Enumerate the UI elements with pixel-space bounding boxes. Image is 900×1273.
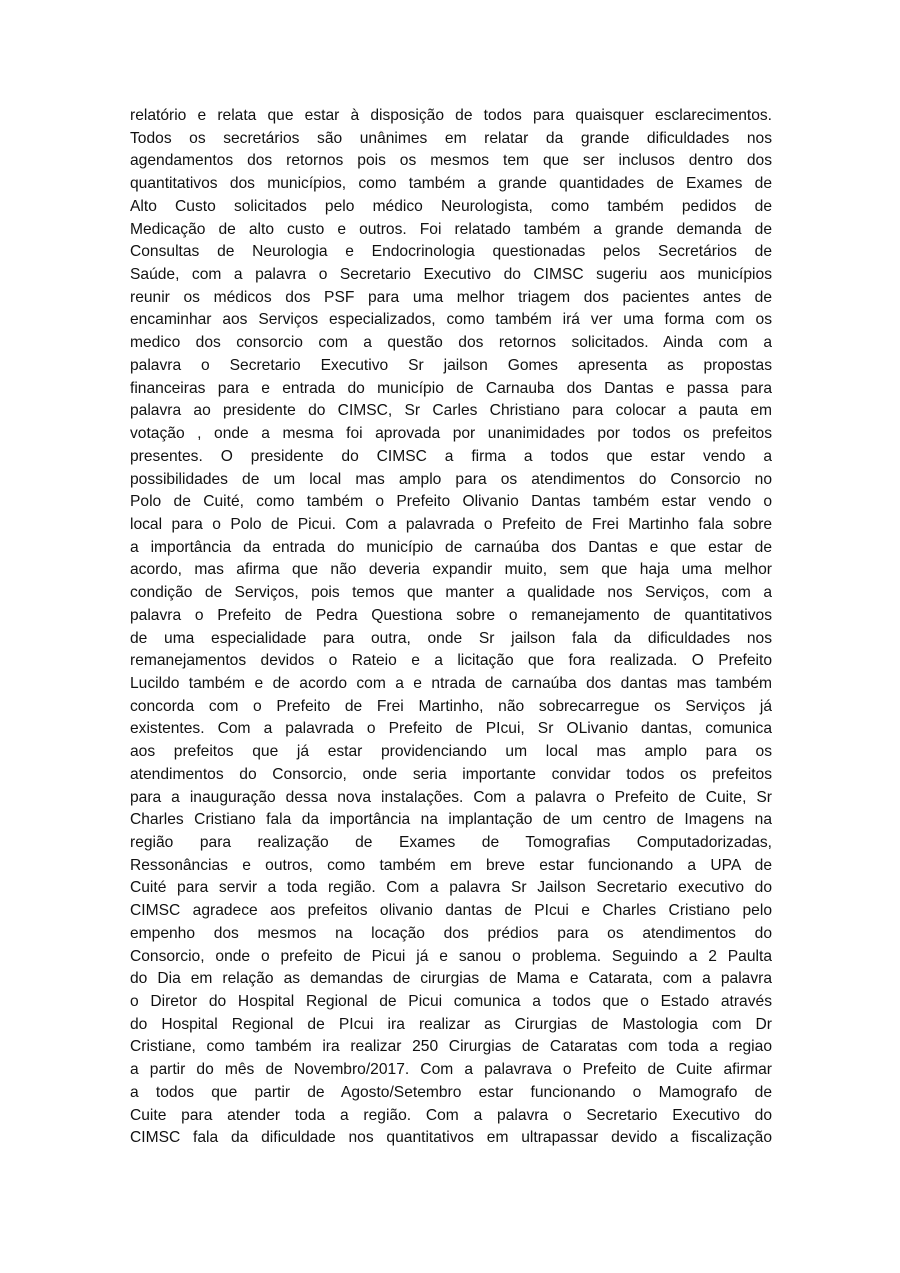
- text-line: palavra ao presidente do CIMSC, Sr Carles Christiano para colocar a pauta em: [130, 402, 772, 420]
- text-line: a importância da entrada do município de carnaúba dos Dantas e que estar de: [130, 538, 772, 556]
- text-line: Alto Custo solicitados pelo médico Neurologista, como também pedidos de: [130, 197, 772, 215]
- text-line: Cuité para servir a toda região. Com a palavra Sr Jailson Secretario executivo do: [130, 879, 772, 897]
- text-line: acordo, mas afirma que não deveria expandir muito, sem que haja uma melhor: [130, 561, 772, 579]
- text-line: a todos que partir de Agosto/Setembro estar funcionando o Mamografo de: [130, 1083, 772, 1101]
- text-line: Saúde, com a palavra o Secretario Executivo do CIMSC sugeriu aos municípios: [130, 266, 772, 284]
- text-line: CIMSC fala da dificuldade nos quantitativos em ultrapassar devido a fiscalização: [130, 1129, 772, 1147]
- text-line: o Diretor do Hospital Regional de Picui comunica a todos que o Estado através: [130, 993, 772, 1011]
- text-line: existentes. Com a palavrada o Prefeito de PIcui, Sr OLivanio dantas, comunica: [130, 720, 772, 738]
- text-line: agendamentos dos retornos pois os mesmos tem que ser inclusos dentro dos: [130, 152, 772, 170]
- text-line: do Dia em relação as demandas de cirurgias de Mama e Catarata, com a palavra: [130, 970, 772, 988]
- document-body: [130, 105, 772, 1150]
- text-line: região para realização de Exames de Tomografias Computadorizadas,: [130, 834, 772, 851]
- text-line: Medicação de alto custo e outros. Foi relatado também a grande demanda de: [130, 220, 772, 238]
- text-line: reunir os médicos dos PSF para uma melhor triagem dos pacientes antes de: [130, 288, 772, 306]
- text-line: atendimentos do Consorcio, onde seria importante convidar todos os prefeitos: [130, 765, 772, 783]
- text-line: Ressonâncias e outros, como também em breve estar funcionando a UPA de: [130, 856, 772, 874]
- text-line: para a inauguração dessa nova instalações. Com a palavra o Prefeito de Cuite, Sr: [130, 788, 772, 806]
- text-line: Cuite para atender toda a região. Com a palavra o Secretario Executivo do: [130, 1106, 772, 1124]
- text-line: Lucildo também e de acordo com a e ntrada de carnaúba dos dantas mas também: [130, 674, 772, 692]
- text-line: concorda com o Prefeito de Frei Martinho, não sobrecarregue os Serviços já: [130, 697, 772, 715]
- text-line: Cristiane, como também ira realizar 250 Cirurgias de Cataratas com toda a regiao: [130, 1038, 772, 1056]
- text-line: palavra o Prefeito de Pedra Questiona sobre o remanejamento de quantitativos: [130, 606, 772, 624]
- text-line: Consultas de Neurologia e Endocrinologia questionadas pelos Secretários de: [130, 243, 772, 261]
- text-line: quantitativos dos municípios, como também a grande quantidades de Exames de: [130, 175, 772, 193]
- text-line: empenho dos mesmos na locação dos prédios para os atendimentos do: [130, 924, 772, 942]
- text-line: possibilidades de um local mas amplo para os atendimentos do Consorcio no: [130, 470, 772, 488]
- text-line: local para o Polo de Picui. Com a palavrada o Prefeito de Frei Martinho fala sobre: [130, 515, 772, 533]
- text-line: CIMSC agradece aos prefeitos olivanio dantas de PIcui e Charles Cristiano pelo: [130, 902, 772, 920]
- text-line: de uma especialidade para outra, onde Sr jailson fala da dificuldades nos: [130, 629, 772, 647]
- text-line: palavra o Secretario Executivo Sr jailson Gomes apresenta as propostas: [130, 356, 772, 374]
- text-line: Todos os secretários são unânimes em relatar da grande dificuldades nos: [130, 129, 772, 147]
- text-line: aos prefeitos que já estar providenciando um local mas amplo para os: [130, 743, 772, 761]
- text-line: do Hospital Regional de PIcui ira realizar as Cirurgias de Mastologia com Dr: [130, 1015, 772, 1033]
- text-line: Polo de Cuité, como também o Prefeito Olivanio Dantas também estar vendo o: [130, 493, 772, 511]
- text-line: Charles Cristiano fala da importância na implantação de um centro de Imagens na: [130, 811, 772, 829]
- text-line: Consorcio, onde o prefeito de Picui já e sanou o problema. Seguindo a 2 Paulta: [130, 947, 772, 965]
- text-line: remanejamentos devidos o Rateio e a licitação que fora realizada. O Prefeito: [130, 652, 772, 670]
- text-line: medico dos consorcio com a questão dos retornos solicitados. Ainda com a: [130, 334, 772, 352]
- text-line: presentes. O presidente do CIMSC a firma a todos que estar vendo a: [130, 447, 772, 465]
- text-line: votação , onde a mesma foi aprovada por unanimidades por todos os prefeitos: [130, 425, 772, 443]
- text-line: condição de Serviços, pois temos que manter a qualidade nos Serviços, com a: [130, 584, 772, 602]
- text-line: financeiras para e entrada do município de Carnauba dos Dantas e passa para: [130, 379, 772, 397]
- text-line: relatório e relata que estar à disposição de todos para quaisquer esclarecimentos.: [130, 107, 772, 124]
- text-line: encaminhar aos Serviços especializados, como também irá ver uma forma com os: [130, 311, 772, 329]
- text-line: a partir do mês de Novembro/2017. Com a palavrava o Prefeito de Cuite afirmar: [130, 1061, 772, 1079]
